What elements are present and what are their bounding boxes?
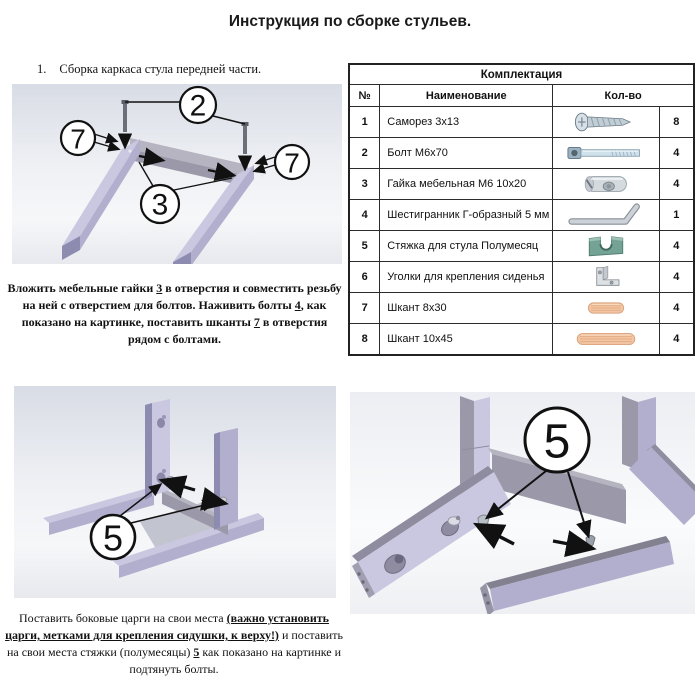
part-quantity: 4: [659, 138, 694, 169]
text-segment: в отверстия и совместить резьбу на ней с отверстием для болтов. Наживить болты: [22, 281, 342, 312]
part-image-cell: [553, 262, 659, 293]
part-quantity: 1: [659, 200, 694, 231]
part-image-cell: [553, 107, 659, 138]
parts-table-row: [349, 324, 694, 356]
text-segment: как показано на картинке и подтянуть болты.: [129, 645, 342, 676]
parts-table-row: [349, 138, 694, 169]
part-name: Саморез 3х13: [380, 107, 553, 138]
half-moon-icon: [556, 233, 656, 259]
part-number: 4: [349, 200, 380, 231]
step-1-heading: [37, 62, 261, 77]
instruction-paragraph-2: [2, 610, 346, 678]
part-name: Шестигранник Г-образный 5 мм: [380, 200, 553, 231]
parts-table: [348, 63, 695, 356]
part-name: Гайка мебельная М6 10х20: [380, 169, 553, 200]
corner-bracket-icon: [556, 264, 656, 290]
part-quantity: 4: [659, 262, 694, 293]
part-quantity: 4: [659, 324, 694, 356]
text-segment: Вложить мебельные гайки: [7, 281, 157, 295]
part-number: 7: [349, 293, 380, 324]
hex-key-icon: [556, 202, 656, 228]
part-quantity: 4: [659, 293, 694, 324]
part-name: Шкант 8х30: [380, 293, 553, 324]
column-header-name: Наименование: [380, 85, 553, 107]
tie-closeup-diagram: [350, 392, 695, 614]
part-number: 6: [349, 262, 380, 293]
part-image-cell: [553, 169, 659, 200]
part-number: 2: [349, 138, 380, 169]
page-title: Инструкция по сборке стульев.: [228, 13, 472, 30]
parts-table-row: [349, 107, 694, 138]
parts-table-row: [349, 231, 694, 262]
step-title: Сборка каркаса стула передней части.: [59, 62, 262, 76]
parts-table-row: [349, 262, 694, 293]
callout-2-label: 2: [189, 89, 207, 123]
part-name: Шкант 10х45: [380, 324, 553, 356]
part-number: 8: [349, 324, 380, 356]
part-name: Уголки для крепления сиденья: [380, 262, 553, 293]
text-segment: Поставить боковые царги на свои места: [19, 611, 227, 625]
right-back-post: [214, 428, 238, 530]
text-segment: 4: [294, 298, 301, 312]
column-header-qty: Кол-во: [553, 85, 694, 107]
part-quantity: 4: [659, 169, 694, 200]
part-number: 1: [349, 107, 380, 138]
part-image-cell: [553, 293, 659, 324]
dowel-large-icon: [556, 326, 656, 352]
screw-icon: [556, 109, 656, 135]
part-image-cell: [553, 324, 659, 356]
callout-7-left-label: 7: [70, 123, 86, 155]
bolt-icon: [556, 140, 656, 166]
part-image-cell: [553, 138, 659, 169]
dowel-small-icon: [556, 295, 656, 321]
instruction-paragraph-1: [4, 280, 345, 348]
part-number: 3: [349, 169, 380, 200]
part-number: 5: [349, 231, 380, 262]
text-segment: в отверстия рядом с болтами.: [127, 315, 328, 346]
text-segment: (важно установить царги, метками для крепления сидушки, к верху!): [5, 611, 329, 642]
side-rails-diagram: [14, 386, 336, 598]
step-number: 1.: [37, 62, 47, 76]
callout-5-label: 5: [543, 415, 571, 469]
part-quantity: 4: [659, 231, 694, 262]
text-segment: 7: [253, 315, 260, 329]
parts-table-row: [349, 169, 694, 200]
barrel-nut-icon: [556, 171, 656, 197]
left-back-post: [145, 399, 170, 500]
part-image-cell: [553, 200, 659, 231]
part-name: Стяжка для стула Полумесяц: [380, 231, 553, 262]
text-segment: , как показано на картинке, поставить шканты: [21, 298, 327, 329]
parts-table-title: Комплектация: [349, 64, 694, 85]
text-segment: 3: [156, 281, 163, 295]
parts-table-row: [349, 200, 694, 231]
part-name: Болт М6х70: [380, 138, 553, 169]
part-quantity: 8: [659, 107, 694, 138]
text-segment: и поставить на свои места стяжки (полумесяцы): [6, 628, 343, 659]
part-image-cell: [553, 231, 659, 262]
callout-5-label: 5: [102, 517, 124, 559]
parts-table-row: [349, 293, 694, 324]
front-frame-diagram: [12, 84, 342, 264]
column-header-num: №: [349, 85, 380, 107]
text-segment: 5: [193, 645, 200, 659]
callout-7-right-label: 7: [284, 147, 300, 179]
callout-3-label: 3: [151, 188, 169, 222]
